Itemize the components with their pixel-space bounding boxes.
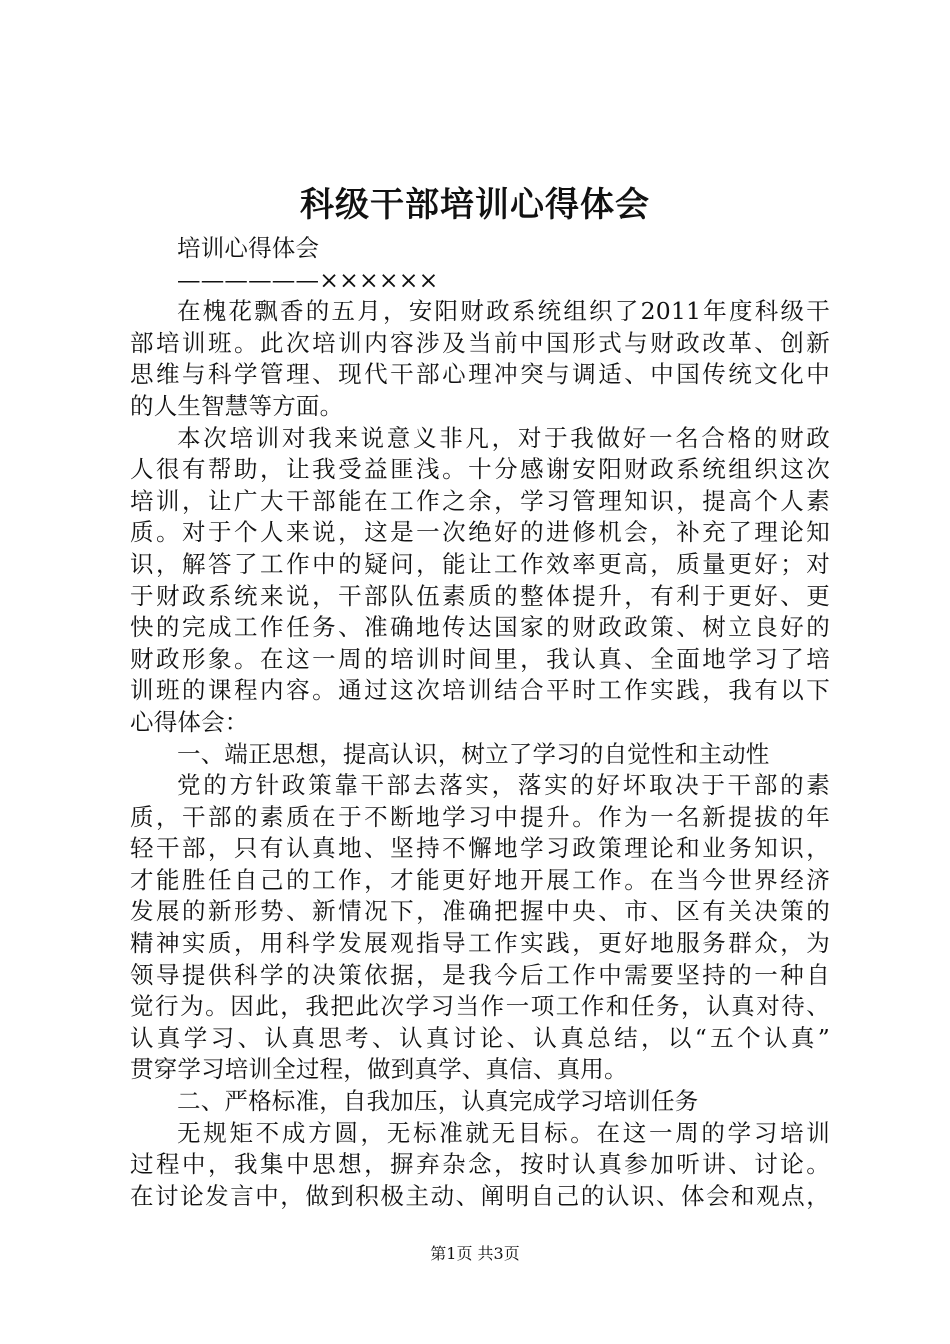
text-line: 过程中，我集中思想，摒弃杂念，按时认真参加听讲、讨论。 — [130, 1150, 830, 1179]
text-line: 在槐花飘香的五月，安阳财政系统组织了2011年度科级干 — [177, 297, 830, 326]
text-line: 于财政系统来说，干部队伍素质的整体提升，有利于更好、更 — [130, 581, 830, 610]
text-line: 发展的新形势、新情况下，准确把握中央、市、区有关决策的 — [130, 897, 830, 926]
text-line: 部培训班。此次培训内容涉及当前中国形式与财政改革、创新 — [130, 328, 830, 357]
text-line: 一、端正思想，提高认识，树立了学习的自觉性和主动性 — [177, 739, 770, 768]
text-line: 党的方针政策靠干部去落实，落实的好坏取决于干部的素 — [177, 771, 830, 800]
text-line: 轻干部，只有认真地、坚持不懈地学习政策理论和业务知识， — [130, 834, 830, 863]
text-line: 培训心得体会 — [177, 234, 320, 262]
text-line: 训班的课程内容。通过这次培训结合平时工作实践，我有以下 — [130, 676, 830, 705]
text-line: 本次培训对我来说意义非凡，对于我做好一名合格的财政 — [177, 423, 830, 452]
page-footer: 第1页 共3页 — [430, 1244, 520, 1263]
text-line: 识，解答了工作中的疑问，能让工作效率更高，质量更好；对 — [130, 549, 830, 578]
text-line: ——————×××××× — [177, 265, 439, 294]
text-line: 二、严格标准，自我加压，认真完成学习培训任务 — [177, 1087, 699, 1116]
text-line: 思维与科学管理、现代干部心理冲突与调适、中国传统文化中 — [130, 360, 830, 389]
text-line: 快的完成工作任务、准确地传达国家的财政政策、树立良好的 — [130, 613, 830, 642]
text-line: 精神实质，用科学发展观指导工作实践，更好地服务群众，为 — [130, 929, 830, 958]
text-line: 的人生智慧等方面。 — [130, 391, 344, 420]
text-line: 培训，让广大干部能在工作之余，学习管理知识，提高个人素 — [130, 486, 830, 515]
text-line: 心得体会： — [130, 707, 249, 736]
text-line: 人很有帮助，让我受益匪浅。十分感谢安阳财政系统组织这次 — [130, 455, 830, 484]
text-line: 无规矩不成方圆，无标准就无目标。在这一周的学习培训 — [177, 1118, 830, 1147]
text-line: 认真学习、认真思考、认真讨论、认真总结，以“五个认真” — [130, 1023, 830, 1052]
document-body — [130, 233, 830, 1212]
text-line: 领导提供科学的决策依据，是我今后工作中需要坚持的一种自 — [130, 960, 830, 989]
text-line: 质。对于个人来说，这是一次绝好的进修机会，补充了理论知 — [130, 518, 830, 547]
text-line: 在讨论发言中，做到积极主动、阐明自己的认识、体会和观点， — [130, 1181, 830, 1210]
page-title: 科级干部培训心得体会 — [300, 185, 650, 225]
text-line: 才能胜任自己的工作，才能更好地开展工作。在当今世界经济 — [130, 865, 830, 894]
text-line: 贯穿学习培训全过程，做到真学、真信、真用。 — [130, 1055, 628, 1084]
text-line: 财政形象。在这一周的培训时间里，我认真、全面地学习了培 — [130, 644, 830, 673]
text-line: 觉行为。因此，我把此次学习当作一项工作和任务，认真对待、 — [130, 992, 830, 1021]
text-line: 质，干部的素质在于不断地学习中提升。作为一名新提拔的年 — [130, 802, 830, 831]
